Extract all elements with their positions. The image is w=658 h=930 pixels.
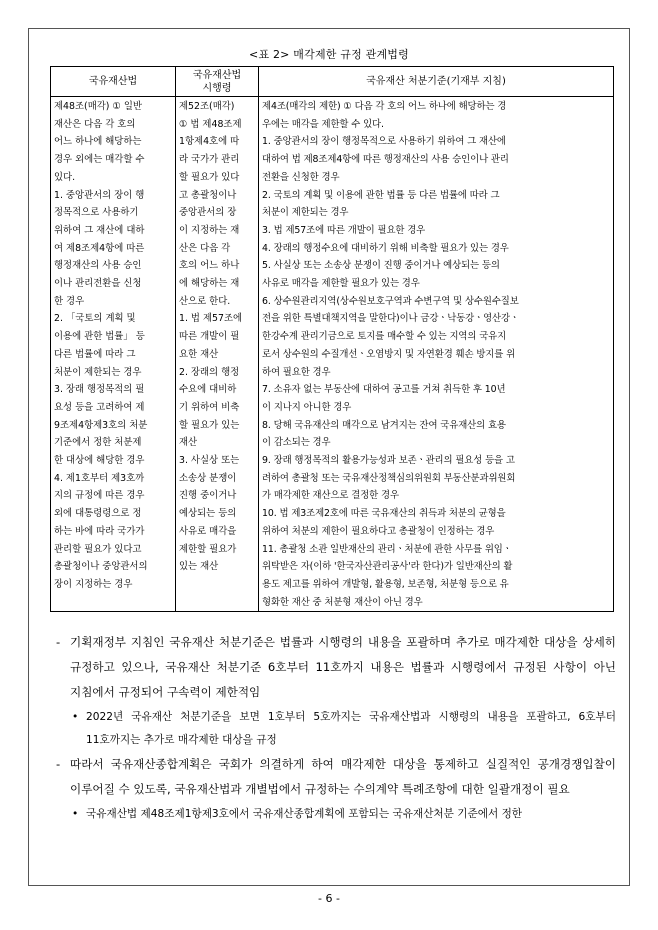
sub-paragraph (56, 706, 616, 752)
regulation-table (50, 66, 614, 612)
header-disposal-criteria: 국유재산 처분기준(기재부 지침) (259, 67, 614, 97)
sub-paragraph (56, 803, 616, 826)
cell-criteria-article-4: 제4조(매각의 제한) ① 다음 각 호의 어느 하나에 해당하는 경 우에는 매각을 제한할 수 있다. 1. 중앙관서의 장이 행정목적으로 사용하기 위하여 그 재산에 대하여 법 제8조제4항에 따른 행정재산의 사용 승인이나 관리 전환을 신청한 경우 2. 국토의 계획 및 이용에 관한 법률 등 다른 법률에 따라 그 처분이 제한되는 경우 3. 법 제57조에 따른 개발이 필요한 경우 4. 장래의 행정수요에 대비하기 위해 비축할 필요가 있는 경우 5. 사실상 또는 소송상 분쟁이 진행 중이거나 예상되는 등의 사유로 매각을 제한할 필요가 있는 경우 6. 상수원관리지역(상수원보호구역과 수변구역 및 상수원수질보 전을 위한 특별대책지역을 말한다)이나 금강ㆍ낙동강ㆍ영산강ㆍ 한강수계 관리기금으로 토지를 매수할 수 있는 지역의 국유지 로서 상수원의 수질개선ㆍ오염방지 및 자연환경 훼손 방지를 위 하여 필요한 경우 7. 소유자 없는 부동산에 대하여 공고를 거쳐 취득한 후 10년 이 지나지 아니한 경우 8. 당해 국유재산의 매각으로 남겨지는 잔여 국유재산의 효용 이 감소되는 경우 9. 장래 행정목적의 활용가능성과 보존ㆍ관리의 필요성 등을 고 려하여 총괄청 또는 국유재산정책심의위원회 부동산분과위원회 가 매각제한 재산으로 결정한 경우 10. 법 제3조제2호에 따른 국유재산의 취득과 처분의 균형을 위하여 처분의 제한이 필요하다고 총괄청이 인정하는 경우 11. 총괄청 소관 일반재산의 관리ㆍ처분에 관한 사무를 위임ㆍ 위탁받은 자(이하 '한국자산관리공사'라 한다)가 일반재산의 활 용도 제고를 위하여 개발형, 활용형, 보존형, 처분형 등으로 유 형화한 재산 중 처분형 재산이 아닌 경우 (259, 97, 614, 612)
header-enforcement-decree: 국유재산법 시행령 (176, 67, 259, 97)
dash-marker: - (56, 635, 61, 649)
page-number: - 6 - (318, 892, 340, 905)
bullet-marker: • (72, 808, 79, 820)
dash-marker: - (56, 757, 61, 771)
paragraph (56, 752, 616, 802)
paragraph-text: 기획재정부 지침인 국유재산 처분기준은 법률과 시행령의 내용을 포괄하며 추가로 매각제한 대상을 상세히 규정하고 있으나, 국유재산 처분기준 6호부터 11호까지 내용은 법률과 시행령에서 규정된 사항이 아닌 지침에서 규정되어 구속력이 제한적임 (70, 635, 616, 699)
sub-paragraph-text: 2022년 국유재산 처분기준을 보면 1호부터 5호까지는 국유재산법과 시행령의 내용을 포괄하고, 6호부터 11호까지는 추가로 매각제한 대상을 규정 (86, 711, 616, 746)
table-caption: <표 2> 매각제한 규정 관계법령 (249, 48, 409, 61)
header-national-property-act: 국유재산법 (51, 67, 176, 97)
paragraph-text: 따라서 국유재산종합계획은 국회가 의결하게 하여 매각제한 대상을 통제하고 실질적인 공개경쟁입찰이 이루어질 수 있도록, 국유재산법과 개별법에서 규정하는 수의계약 특례조항에 대한 일괄개정이 필요 (70, 757, 616, 796)
paragraph (56, 630, 616, 705)
bullet-marker: • (72, 711, 79, 723)
body-text (56, 630, 616, 826)
cell-decree-article-52: 제52조(매각) ① 법 제48조제 1항제4호에 따 라 국가가 관리 할 필요가 있다 고 총괄청이나 중앙관서의 장 이 지정하는 재 산은 다음 각 호의 어느 하나 에 해당하는 재 산으로 한다. 1. 법 제57조에 따른 개발이 필 요한 재산 2. 장래의 행정 수요에 대비하 기 위하여 비축 할 필요가 있는 재산 3. 사실상 또는 소송상 분쟁이 진행 중이거나 예상되는 등의 사유로 매각을 제한할 필요가 있는 재산 (176, 97, 259, 612)
sub-paragraph-text: 국유재산법 제48조제1항제3호에서 국유재산종합계획에 포함되는 국유재산처분 기준에서 정한 (86, 808, 523, 820)
cell-act-article-48: 제48조(매각) ① 일반 재산은 다음 각 호의 어느 하나에 해당하는 경우 외에는 매각할 수 있다. 1. 중앙관서의 장이 행 정목적으로 사용하기 위하여 그 재산에 대하 여 제8조제4항에 따른 행정재산의 사용 승인 이나 관리전환을 신청 한 경우 2. 「국토의 계획 및 이용에 관한 법률」 등 다른 법률에 따라 그 처분이 제한되는 경우 3. 장래 행정목적의 필 요성 등을 고려하여 제 9조제4항제3호의 처분 기준에서 정한 처분제 한 대상에 해당한 경우 4. 제1호부터 제3호까 지의 규정에 따른 경우 외에 대통령령으로 정 하는 바에 따라 국가가 관리할 필요가 있다고 총괄청이나 중앙관서의 장이 지정하는 경우 (51, 97, 176, 612)
